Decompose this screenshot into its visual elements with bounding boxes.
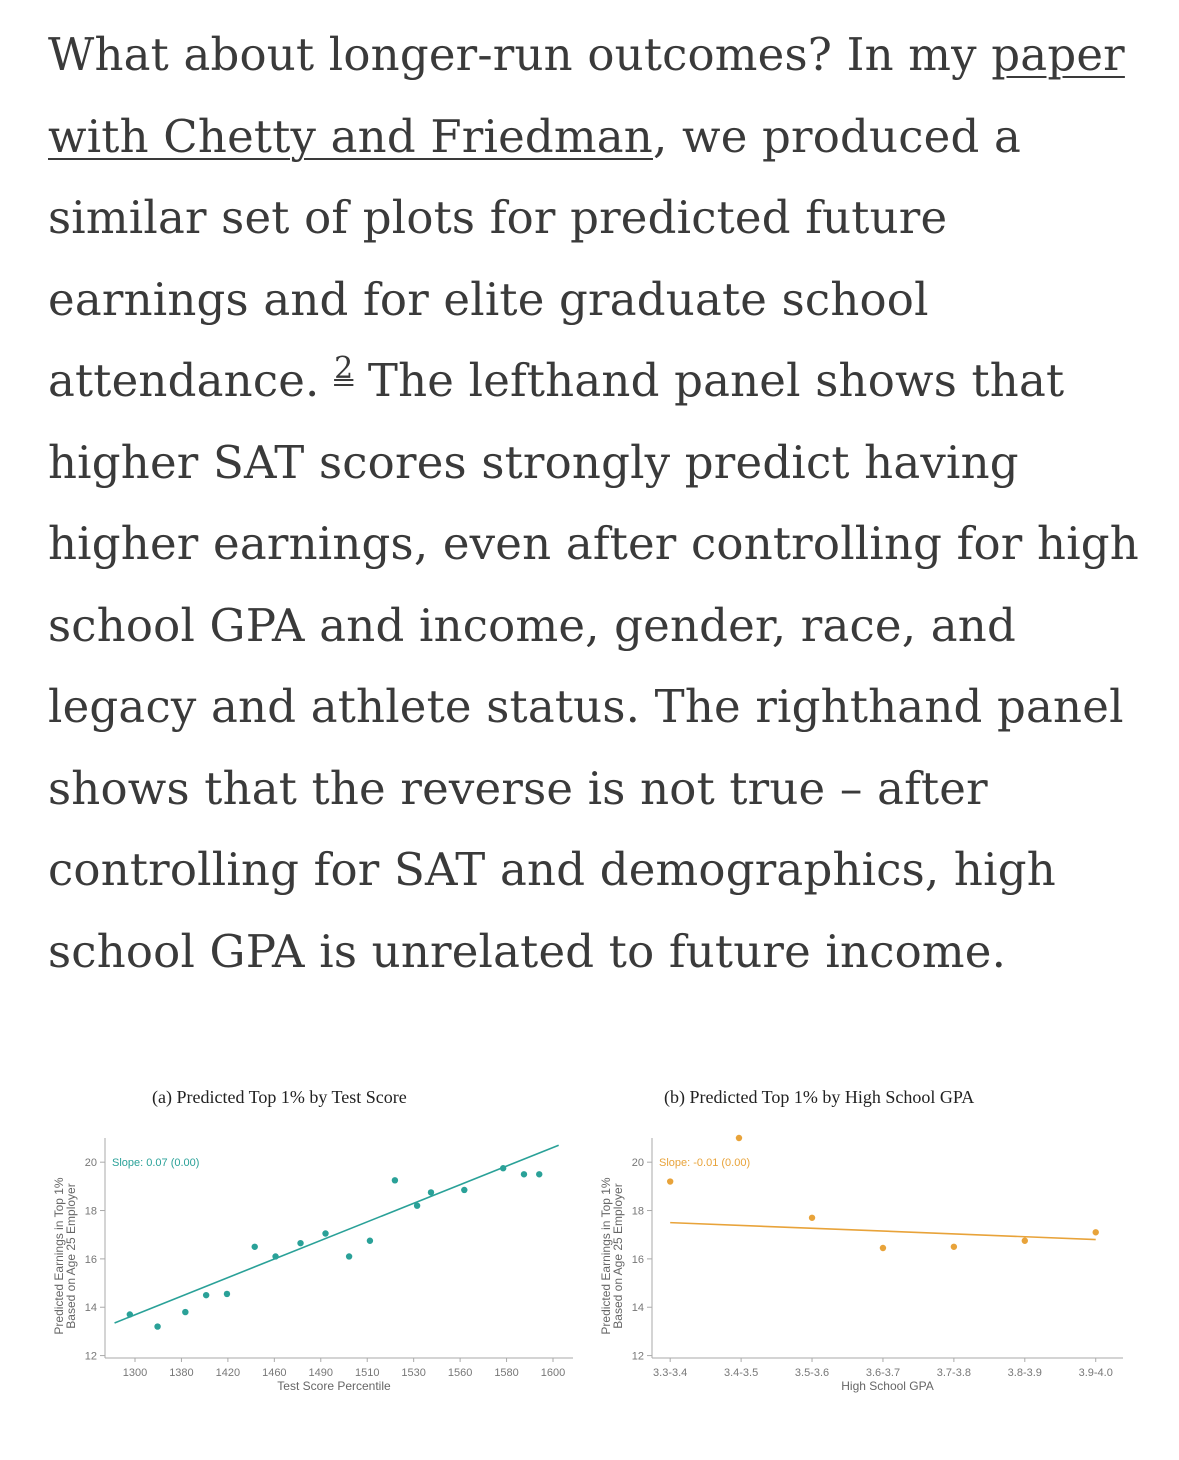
slope-label: Slope: -0.01 (0.00) [659,1157,751,1170]
x-tick-label: 1580 [494,1367,519,1379]
x-tick-label: 1300 [122,1367,148,1379]
y-tick-label: 14 [84,1302,97,1315]
data-point [736,1135,742,1141]
data-point [461,1187,467,1193]
x-tick-label: 3.7-3.8 [936,1367,972,1379]
figure [0,1070,1179,1460]
data-point [224,1291,230,1297]
data-point [880,1245,886,1251]
data-point [203,1292,209,1298]
x-tick-label: 1460 [262,1367,287,1379]
data-point [521,1171,527,1177]
footnote-link[interactable]: 2 [334,351,354,386]
x-tick-label: 3.3-3.4 [653,1367,688,1379]
x-tick-label: 1420 [215,1367,241,1379]
text-after-footnote: The lefthand panel shows that higher SAT scores strongly predict having higher earnings, even after controlling for high school GPA and income, gender, race, and legacy and athlete status. The righthand panel shows that the reverse is not true – after controlling for SAT and demographics, high school GPA is unrelated to future income. [48,354,1139,978]
x-tick-label: 3.4-3.5 [723,1367,759,1379]
data-point [1093,1229,1099,1235]
fit-line [115,1145,559,1323]
y-tick-label: 18 [84,1205,97,1218]
data-point [127,1311,133,1317]
article-paragraph [48,14,1158,992]
y-tick-label: 20 [631,1157,644,1170]
data-point [252,1244,258,1250]
x-tick-label: 3.5-3.6 [794,1367,830,1379]
x-tick-label: 3.6-3.7 [865,1367,901,1379]
slope-label: Slope: 0.07 (0.00) [112,1157,200,1170]
data-point [182,1309,188,1315]
data-point [428,1189,434,1195]
x-tick-label: 1510 [354,1367,380,1379]
y-tick-label: 18 [631,1205,644,1218]
chart-a [0,1070,590,1460]
y-tick-label: 12 [631,1350,644,1363]
x-tick-label: 1530 [401,1367,426,1379]
y-tick-label: 14 [631,1302,644,1315]
y-axis-label: Based on Age 25 Employer [611,1183,625,1329]
y-axis-label: Predicted Earnings in Top 1% [599,1177,613,1335]
chart-b [590,1070,1179,1460]
y-tick-label: 16 [84,1253,97,1266]
fit-line [670,1223,1096,1240]
data-point [272,1253,278,1259]
x-tick-label: 3.9-4.0 [1078,1367,1113,1379]
x-axis-label: Test Score Percentile [277,1379,391,1393]
x-tick-label: 1560 [447,1367,473,1379]
data-point [809,1215,815,1221]
data-point [500,1165,506,1171]
panel-b-title: (b) Predicted Top 1% by High School GPA [664,1087,975,1107]
data-point [297,1240,303,1246]
data-point [951,1244,957,1250]
y-axis-label: Based on Age 25 Employer [64,1183,78,1329]
text-after-link: , we produced a similar set of plots for predicted future earnings and for elite graduate school attendance. [48,109,1022,407]
x-tick-label: 3.8-3.9 [1007,1367,1042,1379]
x-tick-label: 1380 [169,1367,194,1379]
data-point [392,1177,398,1183]
panel-a-title: (a) Predicted Top 1% by Test Score [152,1087,407,1107]
data-point [367,1238,373,1244]
data-point [322,1230,328,1236]
y-tick-label: 16 [631,1253,644,1266]
data-point [154,1323,160,1329]
data-point [667,1178,673,1184]
y-axis-label: Predicted Earnings in Top 1% [52,1177,66,1335]
data-point [1022,1238,1028,1244]
x-tick-label: 1600 [540,1367,566,1379]
x-axis-label: High School GPA [841,1379,934,1393]
x-tick-label: 1490 [308,1367,334,1379]
y-tick-label: 20 [84,1157,97,1170]
y-tick-label: 12 [84,1350,97,1363]
data-point [346,1253,352,1259]
paper-link[interactable]: paper with Chetty and Friedman [48,28,1125,163]
data-point [536,1171,542,1177]
text-before-link: What about longer-run outcomes? In my [48,28,992,81]
data-point [414,1202,420,1208]
